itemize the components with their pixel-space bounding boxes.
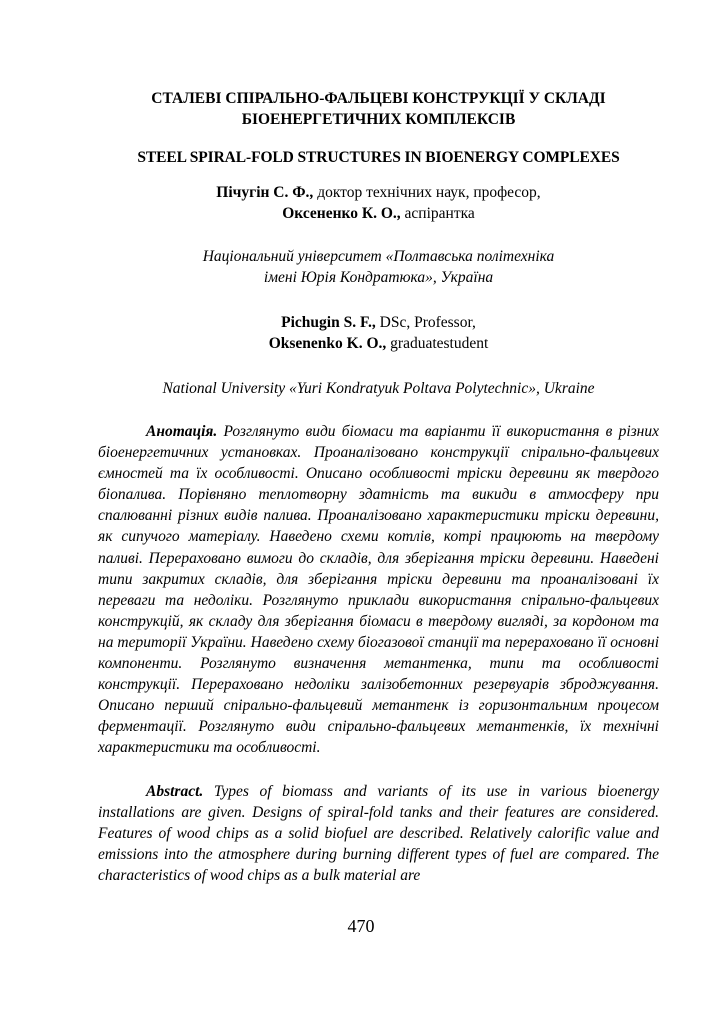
authors-uk [98,182,659,224]
annotation-text: Розглянуто види біомаси та варіанти її використання в різних біоенергетичних установках. Проаналізовано конструкції спірально-фальцевих ємностей та їх особливості. Описано особливості тріски деревини як твердого біопалива. Порівняно теплотворну здатність та викиди в атмосферу при спалюванні різних видів палива. Проаналізовано характеристики тріски деревини, як сипучого матеріалу. Наведено схеми котлів, котрі працюють на твердому паливі. Перераховано вимоги до складів, для зберігання тріски деревини. Наведені типи закритих складів, для зберігання тріски деревини та проаналізовані їх переваги та недоліки. Розглянуто приклади використання спірально-фальцевих конструкцій, як складу для зберігання біомаси в твердому вигляді, за кордоном та на території України. Наведено схему біогазової станції та перераховано її основні компоненти. Розглянуто визначення метантенка, типи та особливості конструкції. Перераховано недоліки залізобетонних резервуарів зброджування. Описано перший спірально-фальцевий метантенк із горизонтальним процесом ферментації. Розглянуто види спірально-фальцевих метантенків, їх технічні характеристики та особливості. [98,423,659,757]
page-number: 470 [347,916,375,936]
annotation-lead: Анотація. [146,423,218,440]
author-en-1 [98,312,659,333]
author-en-2 [98,333,659,354]
author-uk-2 [98,203,659,224]
authors-en [98,312,659,354]
title-uk [98,88,659,130]
affiliation-uk-line-1: Національний університет «Полтавська політехніка [202,248,555,265]
affiliation-uk [98,246,659,288]
author-en-1-role: DSc, Professor, [375,314,476,331]
abstract-text: Types of biomass and variants of its use in various bioenergy installations are given. Designs of spiral-fold tanks and their features are considered. Features of wood chips as a solid biofuel are described. Relatively calorific value and emissions into the atmosphere during burning different types of fuel are compared. The characteristics of wood chips as a bulk material are [98,782,659,884]
affiliation-uk-line-2: імені Юрія Кондратюка», Україна [263,269,494,286]
paper-page [98,88,659,886]
author-uk-1-name: Пічугін С. Ф., [216,184,314,201]
author-en-2-name: Oksenenko K. O., [268,335,387,352]
abstract-paragraph [98,781,659,886]
author-en-2-role: graduatestudent [386,335,489,352]
author-uk-2-name: Оксененко К. О., [282,205,401,222]
title-uk-line-2: БІОЕНЕРГЕТИЧНИХ КОМПЛЕКСІВ [241,111,516,128]
title-uk-line-1: СТАЛЕВІ СПІРАЛЬНО-ФАЛЬЦЕВІ КОНСТРУКЦІЇ У СКЛАДІ [151,90,606,107]
author-uk-2-role: аспірантка [400,205,475,222]
annotation-paragraph [98,421,659,759]
author-en-1-name: Pichugin S. F., [281,314,376,331]
author-uk-1-role: доктор технічних наук, професор, [313,184,541,201]
affiliation-en: National University «Yuri Kondratyuk Poltava Polytechnic», Ukraine [162,380,595,397]
author-uk-1 [98,182,659,203]
abstract-lead: Abstract. [146,782,204,800]
title-en: STEEL SPIRAL-FOLD STRUCTURES IN BIOENERGY COMPLEXES [137,149,620,166]
